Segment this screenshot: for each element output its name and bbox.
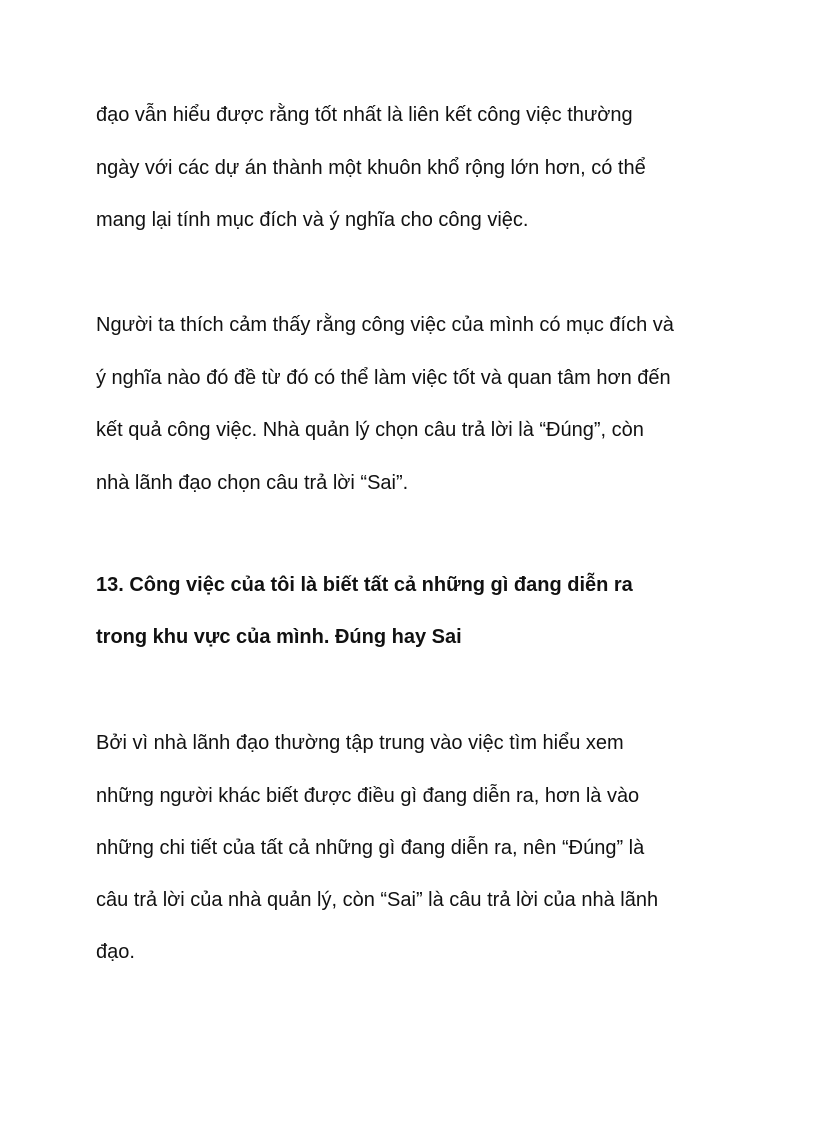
text-line: Người ta thích cảm thấy rằng công việc của mình có mục đích và [96, 314, 674, 336]
heading-line: trong khu vực của mình. Đúng hay Sai [96, 626, 462, 648]
text-line: câu trả lời của nhà quản lý, còn “Sai” là câu trả lời của nhà lãnh [96, 889, 659, 911]
heading-line: 13. Công việc của tôi là biết tất cả những gì đang diễn ra [96, 574, 633, 596]
text-line: đạo vẫn hiểu được rằng tốt nhất là liên kết công việc thường [96, 104, 633, 126]
text-line: ý nghĩa nào đó đề từ đó có thể làm việc tốt và quan tâm hơn đến [96, 367, 671, 389]
text-line: kết quả công việc. Nhà quản lý chọn câu trả lời là “Đúng”, còn [96, 419, 644, 441]
text-line: đạo. [96, 941, 135, 963]
text-line: nhà lãnh đạo chọn câu trả lời “Sai”. [96, 472, 409, 494]
text-line: mang lại tính mục đích và ý nghĩa cho công việc. [96, 209, 529, 231]
text-line: Bởi vì nhà lãnh đạo thường tập trung vào việc tìm hiểu xem [96, 732, 624, 754]
text-line: những chi tiết của tất cả những gì đang diễn ra, nên “Đúng” là [96, 837, 645, 859]
text-line: ngày với các dự án thành một khuôn khổ rộng lớn hơn, có thể [96, 157, 646, 179]
text-line: những người khác biết được điều gì đang diễn ra, hơn là vào [96, 785, 640, 807]
